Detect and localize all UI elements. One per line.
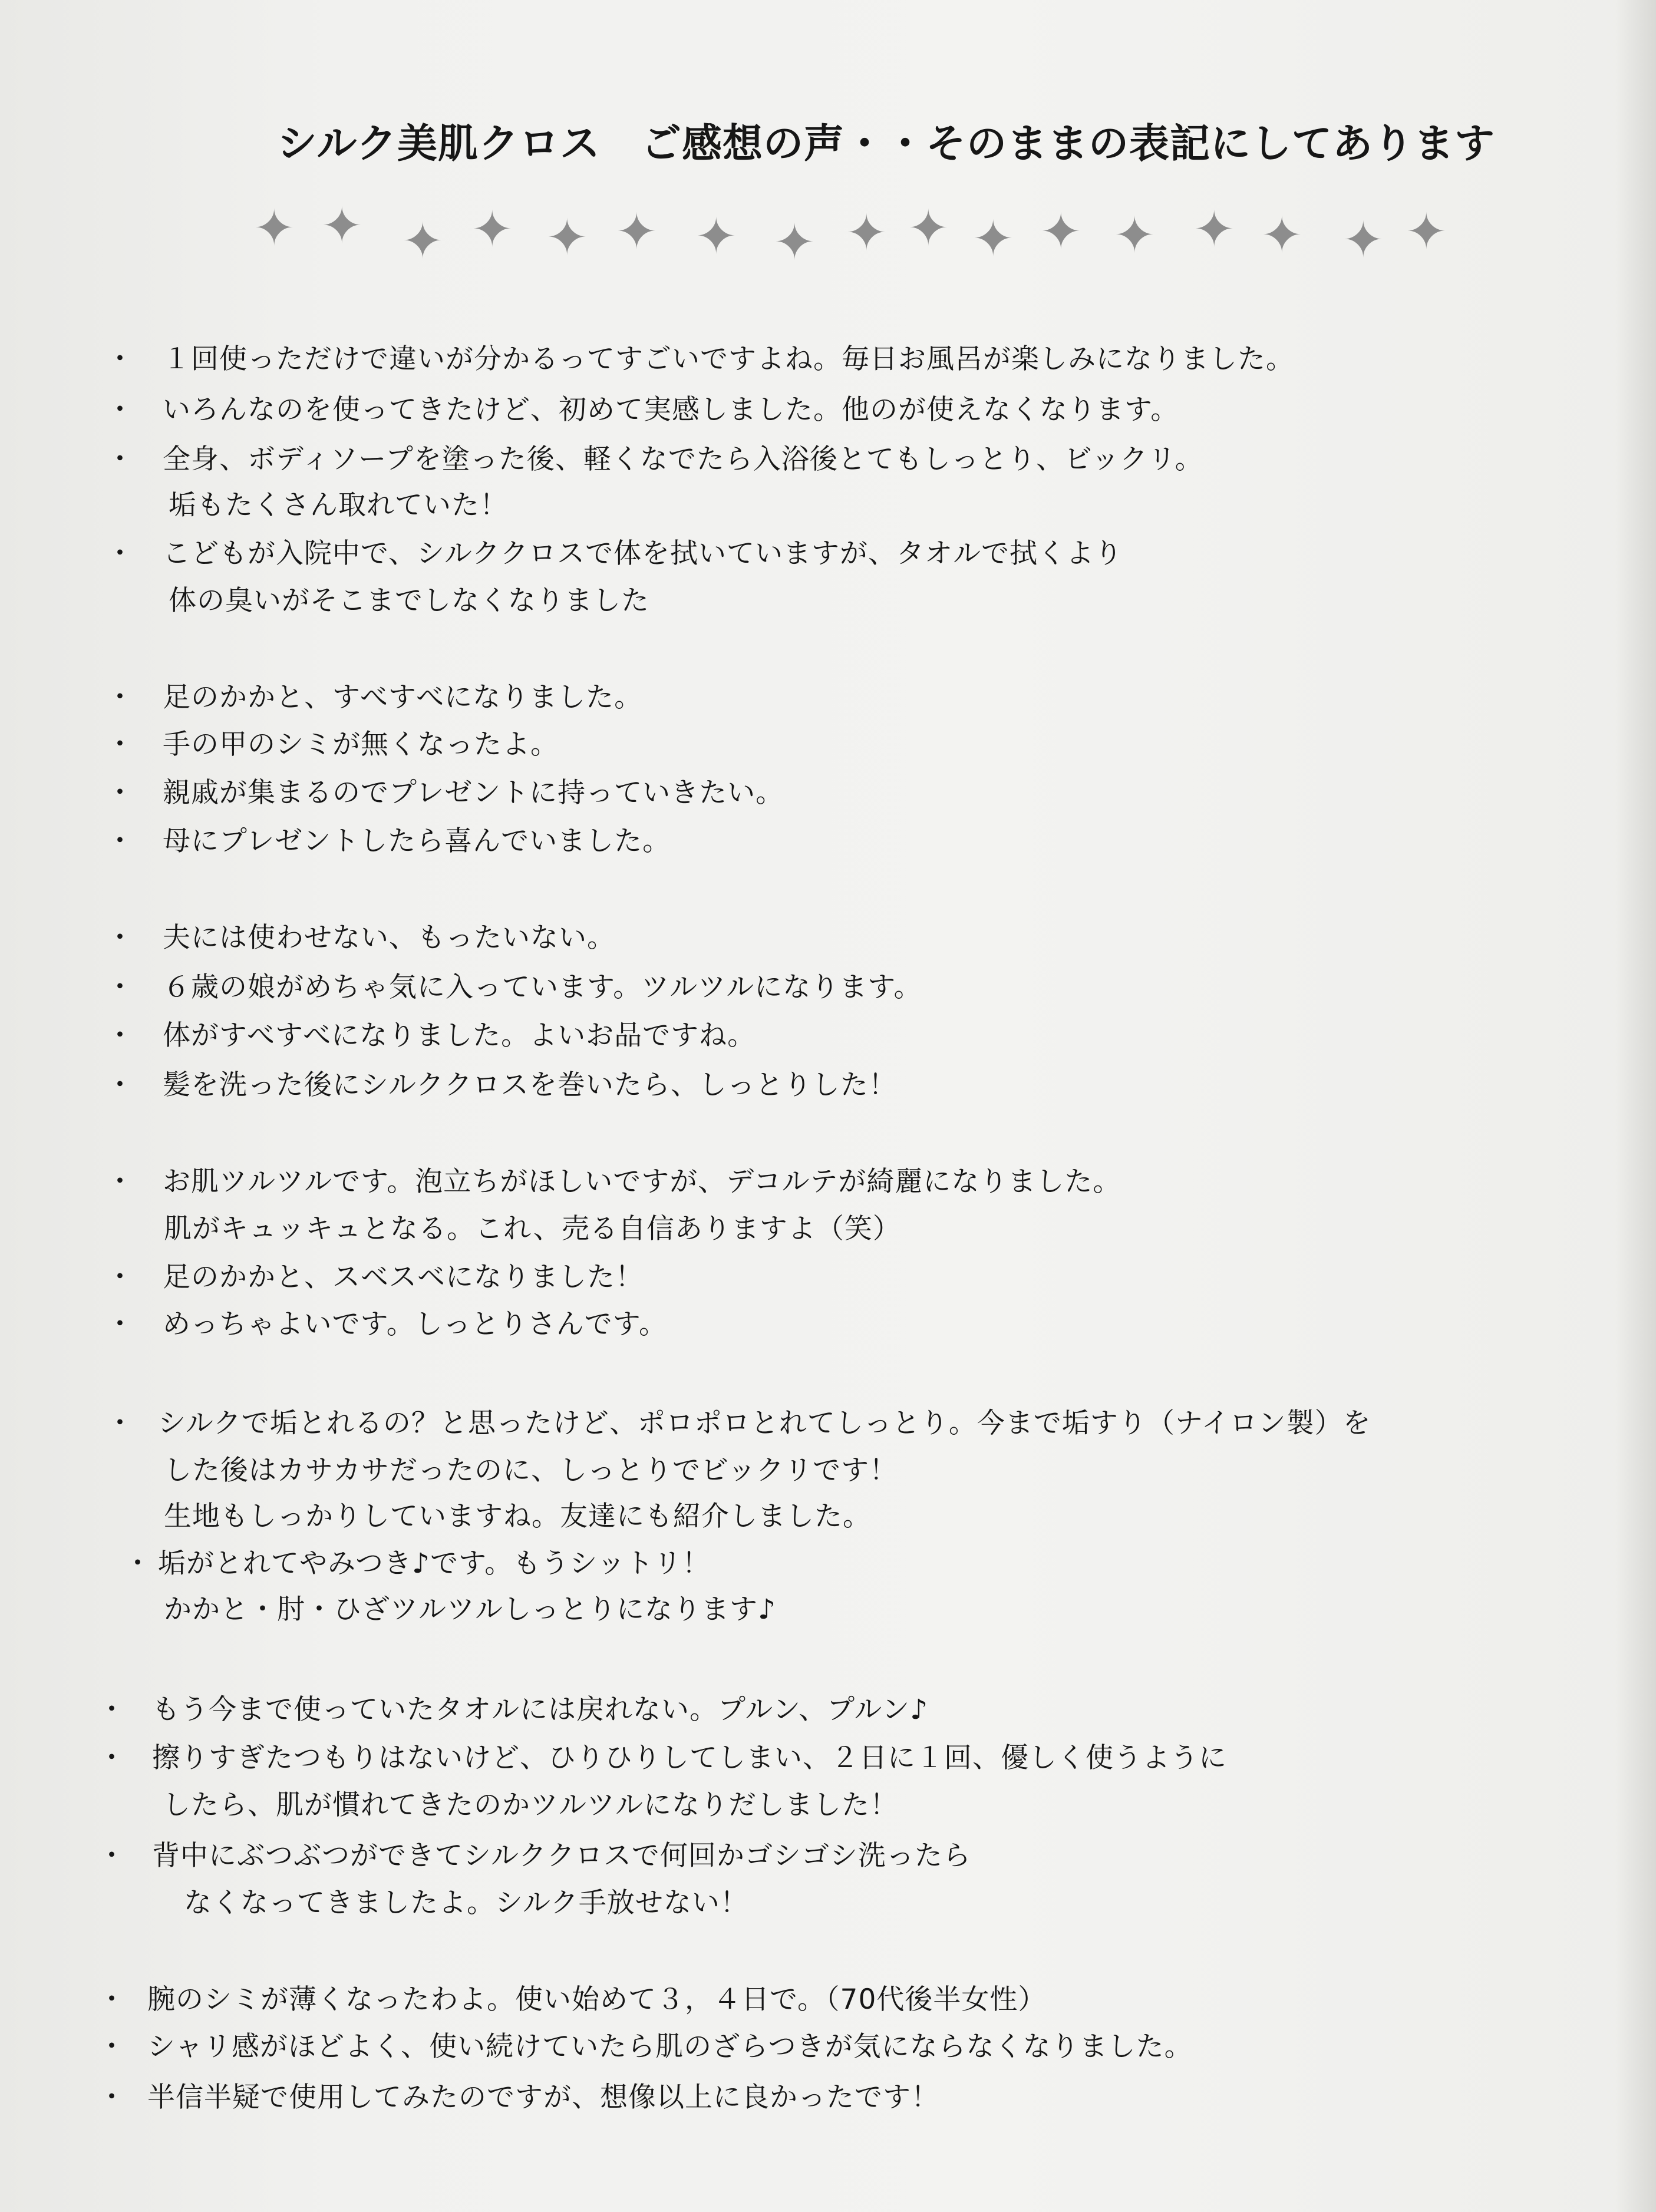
comment-line: した後はカサカサだったのに、しっとりでビックリです！ [164,1454,898,1487]
comment-line: 背中にぶつぶつができてシルククロスで何回かゴシゴシ洗ったら [152,1840,971,1872]
bullet-point: ・ [106,1308,134,1341]
star-icon: ✦ [321,197,363,255]
bullet-point: ・ [106,537,134,570]
bullet-point: ・ [106,681,134,714]
star-icon: ✦ [546,209,588,266]
bullet-point: ・ [106,394,134,426]
bullet-point: ・ [106,1261,134,1293]
bullet-point: ・ [124,1547,151,1580]
comment-line: 腕のシミが薄くなったわよ。使い始めて３，４日で。（70代後半女性） [147,1983,1047,2016]
star-icon: ✦ [616,203,658,260]
star-icon: ✦ [253,199,295,257]
bullet-point: ・ [98,2031,126,2063]
bullet-point: ・ [106,777,134,809]
comment-line: 全身、ボディソープを塗った後、軽くなでたら入浴後とてもしっとり、ビックリ。 [163,443,1203,476]
comment-line: 体の臭いがそこまでしなくなりました [169,585,649,617]
comment-line: 足のかかと、すべすべになりました。 [163,681,643,714]
comment-line: 体がすべすべになりました。よいお品ですね。 [163,1019,756,1052]
comment-line: 垢もたくさん取れていた！ [169,489,508,521]
comment-line: 垢がとれてやみつき♪です。もうシットリ！ [158,1547,711,1580]
comment-line: 擦りすぎたつもりはないけど、ひりひりしてしまい、２日に１回、優しく使うように [152,1742,1227,1774]
star-icon: ✦ [1261,206,1303,264]
comment-line: 肌がキュッキュとなる。これ、売る自信ありますよ（笑） [164,1213,901,1245]
comment-line: なくなってきましたよ。シルク手放せない！ [184,1887,748,1919]
comment-line: 母にプレゼントしたら喜んでいました。 [163,825,671,857]
comment-line: 夫には使わせない、もったいない。 [163,922,615,954]
comment-line: お肌ツルツルです。泡立ちがほしいですが、デコルテが綺麗になりました。 [163,1166,1121,1198]
bullet-point: ・ [106,1069,134,1101]
comment-line: １回使っただけで違いが分かるってすごいですよね。毎日お風呂が楽しみになりました。 [163,343,1294,375]
bullet-point: ・ [106,343,134,375]
star-icon: ✦ [846,204,888,262]
star-icon: ✦ [1114,206,1156,264]
comment-line: ６歳の娘がめちゃ気に入っています。ツルツルになります。 [163,971,922,1003]
bullet-point: ・ [98,1693,126,1726]
comment-line: シルクで垢とれるの？と思ったけど、ポロポロとれてしっとり。今まで垢すり（ナイロン製）を [158,1407,1371,1440]
bullet-point: ・ [98,1840,126,1872]
bullet-point: ・ [106,825,134,857]
bullet-point: ・ [106,1019,134,1052]
comment-line: いろんなのを使ってきたけど、初めて実感しました。他のが使えなくなります。 [163,394,1179,426]
page-title: シルク美肌クロス ご感想の声・・そのままの表記にしてあります [277,121,1495,167]
comment-line: こどもが入院中で、シルククロスで体を拭いていますが、タオルで拭くより [163,537,1123,570]
bullet-point: ・ [106,443,134,476]
bullet-point: ・ [106,922,134,954]
star-icon: ✦ [471,200,513,258]
bullet-point: ・ [106,971,134,1003]
bullet-point: ・ [106,1407,134,1440]
bullet-point: ・ [106,1166,134,1198]
star-icon: ✦ [972,210,1014,268]
comment-line: めっちゃよいです。しっとりさんです。 [163,1308,668,1341]
star-icon: ✦ [1342,211,1384,269]
star-icon: ✦ [1040,203,1082,260]
comment-line: 親戚が集まるのでプレゼントに持っていきたい。 [163,777,784,809]
comment-line: 半信半疑で使用してみたのですが、想像以上に良かったです！ [147,2081,939,2114]
star-icon: ✦ [695,207,737,265]
star-icon: ✦ [402,212,444,270]
star-icon: ✦ [1193,200,1235,258]
bullet-point: ・ [98,2081,126,2114]
comment-line: もう今まで使っていたタオルには戻れない。プルン、プルン♪ [152,1693,929,1726]
bullet-point: ・ [98,1983,126,2016]
star-icon: ✦ [1406,203,1447,260]
bullet-point: ・ [98,1742,126,1774]
bullet-point: ・ [106,728,134,761]
comment-line: 手の甲のシミが無くなったよ。 [163,728,559,761]
comment-line: 生地もしっかりしていますね。友達にも紹介しました。 [164,1500,871,1533]
comment-line: かかと・肘・ひざツルツルしっとりになります♪ [164,1593,776,1626]
comment-line: したら、肌が慣れてきたのかツルツルになりだしました！ [163,1789,898,1821]
comment-line: 髪を洗った後にシルククロスを巻いたら、しっとりした！ [163,1069,897,1101]
comment-line: シャリ感がほどよく、使い続けていたら肌のざらつきが気にならなくなりました。 [147,2031,1193,2063]
comment-line: 足のかかと、スベスベになりました！ [163,1261,644,1293]
star-icon: ✦ [908,199,949,257]
star-icon: ✦ [774,213,816,271]
